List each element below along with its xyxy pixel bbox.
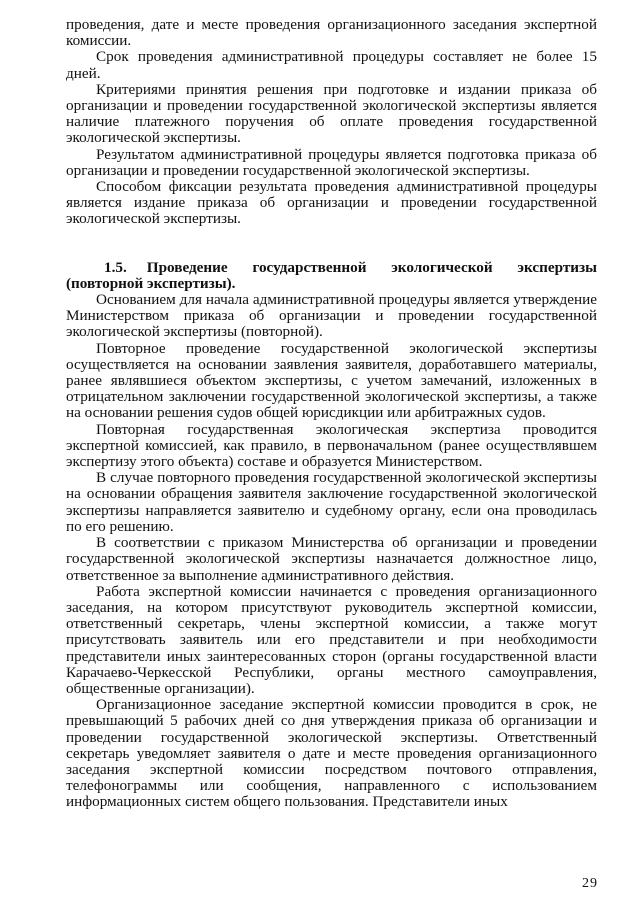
paragraph-duration: Срок проведения административной процедуры составляет не более 15 дней. xyxy=(66,48,597,82)
section-heading xyxy=(66,260,597,292)
paragraph-conclusion: В случае повторного проведения государственной экологической экспертизы на основании обращения заявителя заключение государственной экологической экспертизы направляется заявителю и судебному органу, если она проводилась по его решению. xyxy=(66,469,597,535)
section-spacer xyxy=(66,228,597,244)
paragraph-commission: Повторная государственная экологическая экспертиза проводится экспертной комиссией, как правило, в первоначальном (ранее осуществлявшем экспертизу этого объекта) составе и образуется Министерством. xyxy=(66,420,597,471)
page-content xyxy=(66,17,597,811)
paragraph-responsible: В соответствии с приказом Министерства об организации и проведении государственной экологической экспертизы назначается должностное лицо, ответственное за выполнение административного действия. xyxy=(66,534,597,584)
paragraph-continuation: проведения, дате и месте проведения организационного заседания экспертной комиссии. xyxy=(66,16,597,50)
section-spacer xyxy=(66,244,597,260)
section-number: 1.5. xyxy=(104,258,127,276)
paragraph-criteria: Критериями принятия решения при подготовке и издании приказа об организации и проведении государственной экологической экспертизы является наличие платежного поручения об оплате проведения государственной экологической экспертизы. xyxy=(66,80,597,147)
section-title: Проведение государственной экологической экспертизы (повторной экспертизы). xyxy=(66,258,597,292)
paragraph-fixation: Способом фиксации результата проведения административной процедуры является издание приказа об организации и проведении государственной экологической экспертизы. xyxy=(66,178,597,228)
paragraph-meeting: Работа экспертной комиссии начинается с проведения организационного заседания, на котором присутствуют руководитель экспертной комиссии, ответственный секретарь, члены экспертной комиссии, а также могут присутствовать заявитель или его представители и при необходимости представители иных заинтересованных сторон (органы государственной власти Карачаево-Черкесской Республики, органы местного самоуправления, общественные организации). xyxy=(66,582,597,697)
paragraph-schedule: Организационное заседание экспертной комиссии проводится в срок, не превышающий 5 рабочих дней со дня утверждения приказа об организации и проведении государственной экологической экспертизы. Ответственный секретарь уведомляет заявителя о дате и месте проведения организационного заседания экспертной комиссии посредством почтового отправления, телефонограммы или сообщения, направленного с использованием информационных систем общего пользования. Представители иных xyxy=(66,696,597,811)
page-number: 29 xyxy=(582,876,598,891)
paragraph-basis: Основанием для начала административной процедуры является утверждение Министерством приказа об организации и проведении государственной экологической экспертизы (повторной). xyxy=(66,291,597,341)
paragraph-result: Результатом административной процедуры является подготовка приказа об организации и проведении государственной экологической экспертизы. xyxy=(66,145,597,179)
paragraph-repeat-grounds: Повторное проведение государственной экологической экспертизы осуществляется на основании заявления заявителя, доработавшего материалы, ранее являвшиеся объектом экспертизы, с учетом замечаний, изложенных в отрицательном заключении государственной экологической экспертизы, а также на основании решения судов общей юрисдикции или арбитражных судов. xyxy=(66,339,597,422)
